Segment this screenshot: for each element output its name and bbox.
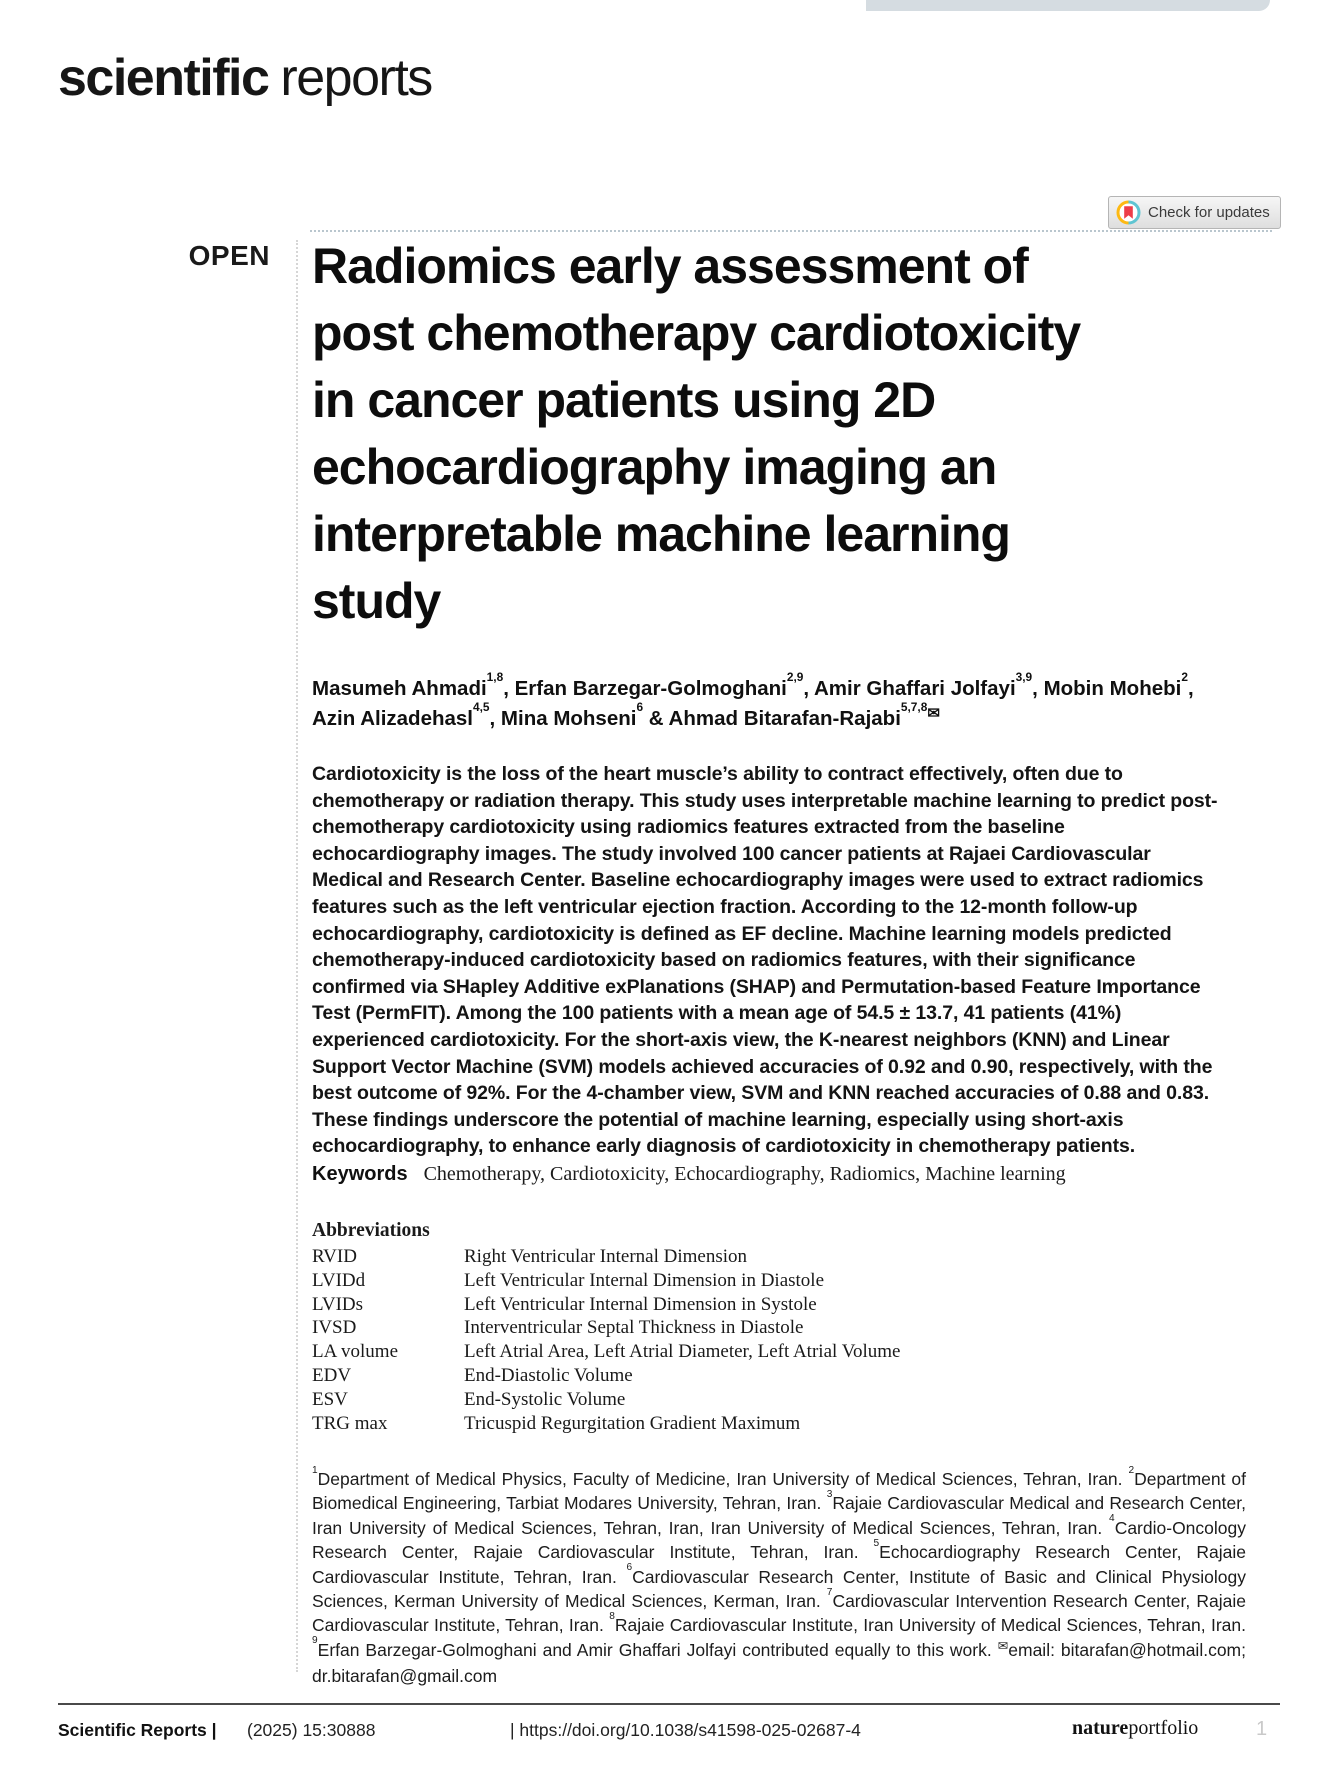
nature-logo-bold: nature bbox=[1072, 1717, 1129, 1739]
author-name: Mina Mohseni bbox=[500, 707, 637, 730]
affiliation-sup: 8 bbox=[609, 1611, 615, 1623]
author-affiliation-sup: 2,9 bbox=[786, 669, 804, 684]
affiliation-sup: 3 bbox=[826, 1489, 833, 1500]
author-affiliation-sup: 1,8 bbox=[486, 669, 504, 684]
article-title-line: post chemotherapy cardiotoxicity bbox=[312, 305, 1081, 361]
abbreviation-definition: Tricuspid Regurgitation Gradient Maximum bbox=[464, 1412, 801, 1434]
abstract-text: Cardiotoxicity is the loss of the heart muscle’s ability to contract effectively, often due to chemotherapy or radiation therapy. This study uses interpretable machine learning to predict post-chemotherapy cardiotoxicity using radiomics features extracted from the baseline echocardiography images. The study involved 100 cancer patients at Rajaei Cardiovascular Medical and Research Center. Baseline echocardiography images were used to extract radiomics features such as the left ventricular ejection fraction. According to the 12-month follow-up echocardiography, cardiotoxicity is defined as EF decline. Machine learning models predicted chemotherapy-induced cardiotoxicity based on radiomics features, with their significance confirmed via SHapley Additive exPlanations (SHAP) and Permutation-based Feature Importance Test (PermFIT). Among the 100 patients with a mean age of 54.5 ± 13.7, 41 patients (41%) experienced cardiotoxicity. For the short-axis view, the K-nearest neighbors (KNN) and Linear Support Vector Machine (SVM) models achieved accuracies of 0.92 and 0.90, respectively, with the best outcome of 92%. For the 4-chamber view, SVM and KNN reached accuracies of 0.88 and 0.83. These findings underscore the potential of machine learning, especially using short-axis echocardiography, to enhance early diagnosis of cardiotoxicity in chemotherapy patients. bbox=[312, 763, 1218, 1158]
abbreviations-list bbox=[312, 1245, 1222, 1435]
page-number: 1 bbox=[1256, 1718, 1268, 1740]
abbreviation-term: EDV bbox=[312, 1364, 352, 1386]
author-name: Ahmad Bitarafan-Rajabi bbox=[668, 707, 901, 730]
author-name: Amir Ghaffari Jolfayi bbox=[814, 677, 1016, 700]
affiliation-sup: 4 bbox=[1109, 1513, 1115, 1525]
footer-doi-link[interactable]: | https://doi.org/10.1038/s41598-025-02687-4 bbox=[510, 1720, 861, 1740]
article-title-line: Radiomics early assessment of bbox=[312, 238, 1028, 294]
abbreviation-term: LA volume bbox=[312, 1341, 399, 1363]
abbreviation-term: LVIDd bbox=[312, 1269, 366, 1291]
footer-volume-citation: (2025) 15:30888 bbox=[247, 1720, 376, 1740]
journal-logo-light: reports bbox=[280, 49, 432, 107]
author-affiliation-sup: 3,9 bbox=[1015, 669, 1033, 684]
corresponding-author-envelope-icon: ✉ bbox=[927, 705, 940, 722]
article-title-line: in cancer patients using 2D bbox=[312, 372, 936, 428]
abbreviation-term: ESV bbox=[312, 1388, 348, 1410]
abbreviation-term: RVID bbox=[312, 1246, 357, 1267]
abbreviation-definition: End-Systolic Volume bbox=[464, 1388, 626, 1410]
abbreviations-heading: Abbreviations bbox=[312, 1220, 430, 1241]
check-for-updates-button[interactable] bbox=[1108, 196, 1281, 229]
keywords-label: Keywords bbox=[312, 1163, 408, 1185]
portfolio-logo-light: portfolio bbox=[1128, 1717, 1199, 1739]
abbreviation-definition: Left Atrial Area, Left Atrial Diameter, Left Atrial Volume bbox=[464, 1341, 901, 1363]
affiliations-footnote: $^1$Department of Medical Physics, Faculty of Medicine, Iran University of Medical Sciences, Tehran, Iran. $^2$Department of Biomedical Engineering, Tarbiat Modares University, Tehran, Iran. $^3$Rajaie Cardiovascular Medical and Research Center, Iran University of Medical Sciences, Tehran, Iran, Iran University of Medical Sciences, Tehran, Iran. $^4$Cardio-Oncology Research Center, Rajaie Cardiovascular Institute, Tehran, Iran. $^5$Echocardiography Research Center, Rajaie Cardiovascular Institute, Tehran, Iran. $^6$Cardiovascular Research Center, Institute of Basic and Clinical Physiology Sciences, Kerman University of Medical Sciences, Kerman, Iran. $^7$Cardiovascular Intervention Research Center, Rajaie Cardiovascular Institute, Tehran, Iran. $^8$Rajaie Cardiovascular Institute, Iran University of Medical Sciences, Tehran, Iran. $^9$Erfan Barzegar-Golmoghani and Amir Ghaffari Jolfayi contributed equally to this work. ✉email: bitarafan@hotmail.com; dr.bitarafan@gmail.com bbox=[312, 1464, 1247, 1687]
check-for-updates-label: Check for updates bbox=[1148, 204, 1270, 221]
author-name: Masumeh Ahmadi bbox=[312, 677, 487, 700]
affiliation-sup: 6 bbox=[626, 1562, 633, 1574]
author-name: Erfan Barzegar-Golmoghani bbox=[514, 677, 787, 700]
keywords-row bbox=[312, 1163, 1222, 1186]
author-affiliation-sup: 4,5 bbox=[473, 699, 490, 714]
title-dotted-rule bbox=[310, 230, 1272, 232]
article-title-line: interpretable machine learning bbox=[312, 506, 1010, 562]
header-accent-bar bbox=[866, 0, 1270, 11]
email-envelope-icon: ✉ bbox=[997, 1638, 1009, 1653]
abbreviation-definition: End-Diastolic Volume bbox=[464, 1364, 633, 1386]
author-affiliation-sup: 6 bbox=[636, 699, 644, 714]
affiliation-sup: 5 bbox=[873, 1537, 880, 1549]
article-title-line: study bbox=[312, 573, 441, 629]
author-name: Mobin Mohebi bbox=[1043, 677, 1182, 700]
abbreviation-definition: Left Ventricular Internal Dimension in Systole bbox=[464, 1293, 817, 1315]
crossmark-icon bbox=[1116, 200, 1141, 225]
corresponding-email-links[interactable]: bitarafan@hotmail.com; dr.bitarafan@gmail.com bbox=[312, 1639, 1246, 1687]
author-affiliation-sup: 2 bbox=[1181, 669, 1188, 684]
page-footer bbox=[0, 1716, 1338, 1750]
abbreviation-definition: Right Ventricular Internal Dimension bbox=[464, 1246, 748, 1267]
abbreviation-definition: Interventricular Septal Thickness in Diastole bbox=[464, 1317, 804, 1339]
abbreviation-term: TRG max bbox=[312, 1412, 388, 1434]
affiliation-sup: 1 bbox=[312, 1464, 318, 1476]
abbreviation-definition: Left Ventricular Internal Dimension in Diastole bbox=[464, 1269, 825, 1291]
author-affiliation-sup: 5,7,8 bbox=[900, 699, 928, 714]
keywords-text: Chemotherapy, Cardiotoxicity, Echocardiography, Radiomics, Machine learning bbox=[423, 1163, 1066, 1185]
author-name: Azin Alizadehasl bbox=[312, 707, 473, 730]
abbreviation-term: IVSD bbox=[312, 1317, 357, 1339]
article-title bbox=[312, 233, 1142, 635]
abbreviations-section bbox=[312, 1220, 1222, 1435]
affiliation-sup: 9 bbox=[312, 1635, 318, 1647]
journal-logo bbox=[58, 48, 432, 108]
author-list: Masumeh Ahmadi$^{1,8}$, Erfan Barzegar-Golmoghani$^{2,9}$, Amir Ghaffari Jolfayi$^{3,9}$, Mobin Mohebi$^2$, Azin Alizadehasl$^{4,5}$, Mina Mohseni$^6$ & Ahmad Bitarafan-Rajabi$^{5,7,8✉}$ bbox=[312, 669, 1194, 730]
open-access-label: OPEN bbox=[188, 240, 270, 271]
nature-portfolio-logo bbox=[1072, 1717, 1198, 1740]
article-title-line: echocardiography imaging an bbox=[312, 439, 997, 495]
footer-journal-name: Scientific Reports | bbox=[58, 1720, 217, 1740]
margin-dotted-rule bbox=[296, 240, 298, 1672]
footer-rule bbox=[58, 1703, 1280, 1705]
affiliation-sup: 7 bbox=[826, 1586, 833, 1598]
affiliation-sup: 2 bbox=[1128, 1464, 1135, 1476]
abbreviation-term: LVIDs bbox=[312, 1293, 364, 1315]
journal-logo-bold: scientific bbox=[58, 49, 269, 107]
